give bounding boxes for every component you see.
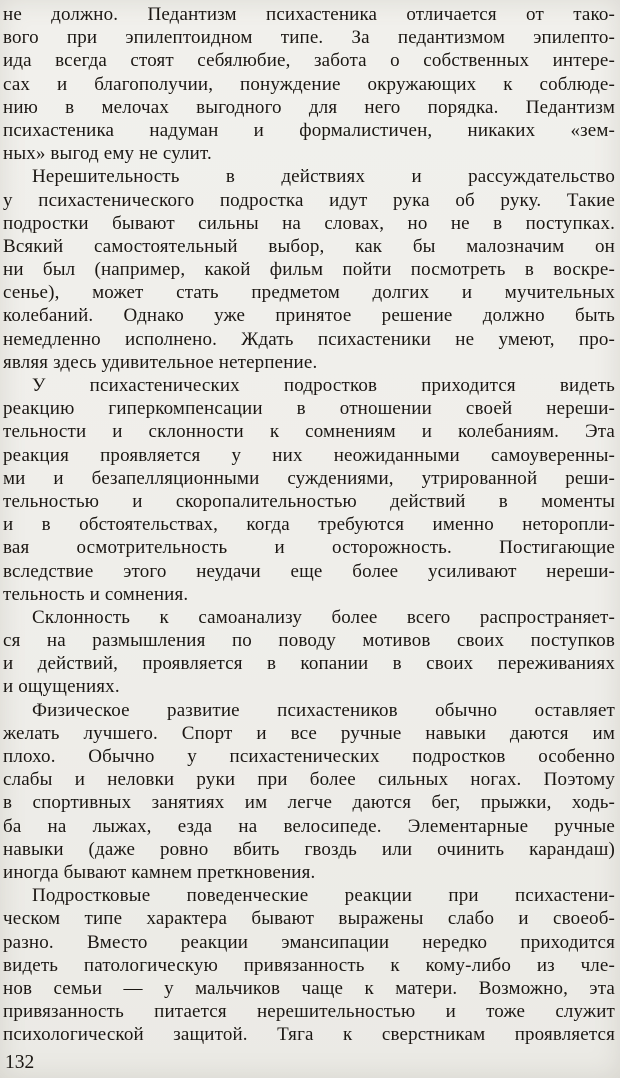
text-line: сенье), может стать предметом долгих и мучительных	[3, 282, 615, 304]
text-line: видеть патологическую привязанность к кому-либо из чле-	[3, 954, 615, 976]
text-line: и в обстоятельствах, когда требуются именно неторопли-	[3, 514, 615, 536]
text-line: Нерешительность в действиях и рассуждательство	[32, 166, 615, 188]
text-line: вследствие этого неудачи еще более усиливают нереши-	[3, 560, 615, 582]
text-line: в спортивных занятиях им легче даются бег, прыжки, ходь-	[3, 792, 615, 814]
text-line: ни был (например, какой фильм пойти посмотреть в воскре-	[3, 259, 615, 281]
text-line: реакция проявляется у них неожиданными самоуверенны-	[3, 444, 615, 466]
text-line: ных» выгод ему не сулит.	[3, 143, 212, 165]
text-line: и действий, проявляется в копании в своих переживаниях	[3, 653, 615, 675]
text-line: и ощущениях.	[3, 676, 120, 698]
text-line: вого при эпилептоидном типе. За педантизмом эпилепто-	[3, 27, 615, 49]
text-line: Подростковые поведенческие реакции при психастени-	[32, 885, 615, 907]
text-line: иногда бывают камнем преткновения.	[3, 861, 316, 883]
text-line: не должно. Педантизм психастеника отличается от тако-	[3, 4, 615, 25]
text-line: вая осмотрительность и осторожность. Постигающие	[3, 537, 615, 559]
body-text	[3, 3, 615, 1046]
text-line: ми и безапелляционными суждениями, утрированной реши-	[3, 467, 615, 489]
text-line: тельности и склонности к сомнениям и колебаниям. Эта	[3, 421, 615, 443]
text-line: слабы и неловки руки при более сильных ногах. Поэтому	[3, 769, 615, 791]
text-line: привязанность питается нерешительностью и тоже служит	[3, 1001, 615, 1023]
text-line: навыки (даже ровно вбить гвоздь или очинить карандаш)	[3, 838, 615, 860]
text-line: нию в мелочах выгодного для него порядка. Педантизм	[3, 96, 615, 118]
text-line: Склонность к самоанализу более всего распространяет-	[32, 606, 615, 628]
text-line: Физическое развитие психастеников обычно оставляет	[32, 699, 615, 721]
text-line: у психастенического подростка идут рука об руку. Такие	[3, 189, 615, 211]
text-line: ческом типе характера бывают выражены слабо и своеоб-	[3, 908, 615, 930]
text-line: нов семьи — у мальчиков чаще к матери. Возможно, эта	[3, 977, 615, 999]
page-number: 132	[5, 1052, 35, 1073]
text-line: тельность и сомнения.	[3, 583, 189, 605]
text-line: подростки бывают сильны на словах, но не в поступках.	[3, 212, 615, 234]
text-line: колебаний. Однако уже принятое решение должно быть	[3, 305, 615, 327]
text-line: У психастенических подростков приходится видеть	[32, 375, 615, 396]
text-line: реакцию гиперкомпенсации в отношении своей нереши-	[3, 398, 615, 420]
text-line: тельностью и скоропалительностью действий в моменты	[3, 490, 615, 512]
text-line: сах и благополучии, понуждение окружающих к соблюде-	[3, 73, 615, 95]
text-line: психологической защитой. Тяга к сверстникам проявляется	[3, 1024, 615, 1046]
text-line: Всякий самостоятельный выбор, как бы малозначим он	[3, 235, 615, 257]
text-line: ся на размышления по поводу мотивов своих поступков	[3, 630, 615, 652]
text-line: немедленно исполнено. Ждать психастеники не умеют, про-	[3, 328, 615, 350]
text-line: плохо. Обычно у психастенических подростков особенно	[3, 746, 615, 767]
paragraph	[3, 3, 615, 165]
paragraph	[3, 165, 615, 374]
paragraph	[3, 606, 615, 699]
text-line: желать лучшего. Спорт и все ручные навыки даются им	[3, 722, 615, 744]
paragraph	[3, 374, 615, 606]
text-line: ида всегда стоят себялюбие, забота о собственных интере-	[3, 50, 615, 72]
text-line: являя здесь удивительное нетерпение.	[3, 351, 318, 373]
text-line: ба на лыжах, езда на велосипеде. Элементарные ручные	[3, 815, 615, 837]
paragraph	[3, 699, 615, 885]
text-line: психастеника надуман и формалистичен, никаких «зем-	[3, 119, 615, 141]
text-line: разно. Вместо реакции эмансипации нередко приходится	[3, 931, 615, 953]
paragraph	[3, 884, 615, 1046]
